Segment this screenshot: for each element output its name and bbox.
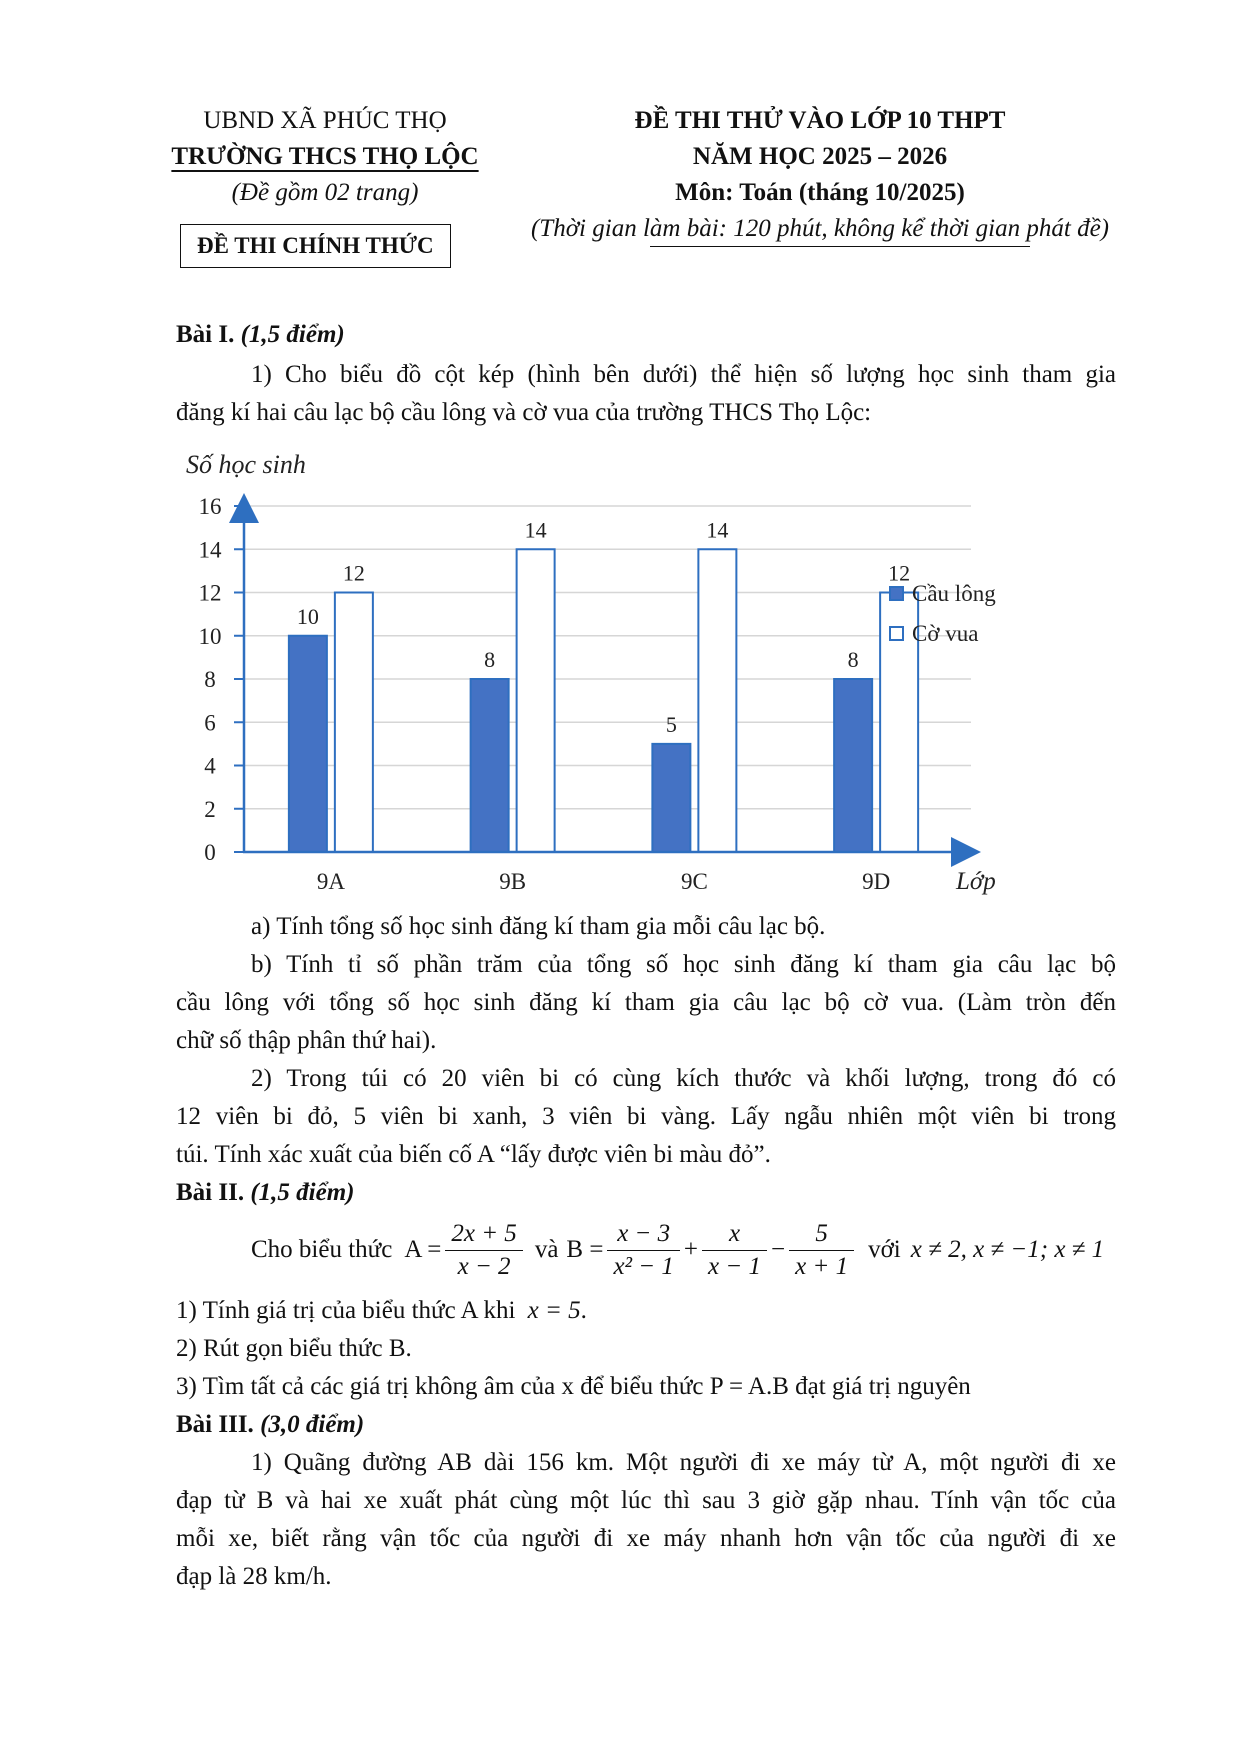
bai3-q1-line3: mỗi xe, biết rằng vận tốc của người đi xe máy nhanh hơn vận tốc của người đi xe <box>176 1525 1116 1552</box>
expr-and: và <box>534 1236 559 1263</box>
bai1-qb-line1: b) Tính tỉ số phần trăm của tổng số học sinh đăng kí tham gia câu lạc bộ <box>251 951 1116 978</box>
expr-A-label: A = <box>404 1236 442 1263</box>
fraction-A-den: x − 2 <box>457 1252 511 1280</box>
time-note: (Thời gian làm bài: 120 phút, không kể thời gian phát đề) <box>530 215 1109 242</box>
bai3-q1-line4: đạp là 28 km/h. <box>176 1563 332 1590</box>
bai1-q1-line2: đăng kí hai câu lạc bộ cầu lông và cờ vua của trường THCS Thọ Lộc: <box>176 399 872 426</box>
chart-bars <box>289 517 918 852</box>
expr-intro: Cho biểu thức <box>251 1236 393 1263</box>
fraction-B3 <box>789 1218 854 1283</box>
fraction-B3-num: 5 <box>789 1218 854 1251</box>
y-axis-label: Số học sinh <box>186 450 306 479</box>
bar-value-label: 12 <box>342 560 365 586</box>
bar-value-label: 14 <box>706 517 729 543</box>
y-tick-label: 14 <box>198 537 222 563</box>
bai1-q2-line2: 12 viên bi đỏ, 5 viên bi xanh, 3 viên bi vàng. Lấy ngẫu nhiên một viên bi trong <box>176 1103 1116 1130</box>
expr-condition: x ≠ 2, x ≠ −1; x ≠ 1 <box>910 1236 1105 1263</box>
page-count-note: (Đề gồm 02 trang) <box>231 179 419 206</box>
expr-with: với <box>868 1236 901 1263</box>
bai1-qb-line2: cầu lông với tổng số học sinh đăng kí tham gia câu lạc bộ cờ vua. (Làm tròn đến <box>176 989 1116 1016</box>
bar-9B-co-vua <box>517 549 555 852</box>
bai2-q1-math: x = 5 <box>527 1297 581 1324</box>
fraction-B1 <box>607 1218 679 1283</box>
header-left <box>150 103 500 211</box>
fraction-B1-den: x² − 1 <box>613 1252 674 1280</box>
y-tick-label: 16 <box>198 494 222 519</box>
bai1-heading <box>176 316 345 354</box>
header-underline <box>650 246 1030 247</box>
school-name: TRƯỜNG THCS THỌ LỘC <box>171 143 479 170</box>
bai3-q1-line1: 1) Quãng đường AB dài 156 km. Một người đi xe máy từ A, một người đi xe <box>251 1449 1116 1476</box>
bar-value-label: 10 <box>296 603 319 629</box>
fraction-A <box>445 1218 522 1283</box>
bai2-q1-end: . <box>580 1297 587 1324</box>
y-tick-label: 8 <box>204 667 216 692</box>
x-tick-label: 9D <box>862 869 891 894</box>
fraction-A-num: 2x + 5 <box>445 1218 522 1251</box>
bai2-q2: 2) Rút gọn biểu thức B. <box>176 1335 412 1362</box>
bai1-title: Bài I. <box>176 321 235 348</box>
bar-9B-cau-long <box>471 679 509 852</box>
official-exam-stamp: ĐỀ THI CHÍNH THỨC <box>180 224 451 268</box>
fraction-B2-num: x <box>702 1218 767 1251</box>
y-tick-label: 2 <box>204 796 216 822</box>
y-tick-label: 10 <box>198 623 222 649</box>
bai1-q2-line1: 2) Trong túi có 20 viên bi có cùng kích thước và khối lượng, trong đó có <box>251 1065 1116 1092</box>
bar-value-label: 5 <box>665 711 677 737</box>
bar-value-label: 12 <box>888 560 911 586</box>
bai1-q2-line3: túi. Tính xác xuất của biến cố A “lấy được viên bi màu đỏ”. <box>176 1141 771 1168</box>
y-tick-label: 12 <box>198 580 222 606</box>
header-right <box>500 103 1140 247</box>
bar-value-label: 8 <box>847 647 859 672</box>
bai1-q1-line1: 1) Cho biểu đồ cột kép (hình bên dưới) thể hiện số lượng học sinh tham gia <box>251 361 1116 388</box>
bai2-q1-text: 1) Tính giá trị của biểu thức A khi <box>176 1297 516 1324</box>
fraction-B2 <box>702 1218 767 1283</box>
bar-chart <box>176 440 1136 910</box>
bar-9C-cau-long <box>652 744 690 852</box>
subject: Môn: Toán (tháng 10/2025) <box>675 179 965 206</box>
y-ticks <box>199 494 245 865</box>
bar-9C-co-vua <box>698 549 736 852</box>
expr-B-label: B = <box>566 1236 604 1263</box>
bai2-q3: 3) Tìm tất cả các giá trị không âm của x để biểu thức P = A.B đạt giá trị nguyên <box>176 1373 971 1400</box>
bai1-qa: a) Tính tổng số học sinh đăng kí tham gia mỗi câu lạc bộ. <box>251 913 826 940</box>
bar-value-label: 8 <box>484 647 496 672</box>
bar-value-label: 14 <box>524 517 547 543</box>
x-axis-label: Lớp <box>956 868 996 895</box>
bai3-title: Bài III. <box>176 1411 254 1438</box>
bai3-q1-line2: đạp từ B và hai xe xuất phát cùng một lúc thì sau 3 giờ gặp nhau. Tính vận tốc của <box>176 1487 1116 1514</box>
expr-minus: − <box>771 1236 786 1263</box>
bar-9D-cau-long <box>834 679 872 852</box>
bai3-points: (3,0 điểm) <box>260 1411 365 1438</box>
bai2-points: (1,5 điểm) <box>250 1179 355 1206</box>
district-name: UBND XÃ PHÚC THỌ <box>203 107 447 134</box>
y-tick-label: 0 <box>204 840 216 865</box>
bai2-expression <box>251 1212 1121 1288</box>
y-tick-label: 4 <box>204 753 216 779</box>
bai1-qb-line3: chữ số thập phân thứ hai). <box>176 1027 437 1054</box>
legend-label: Cầu lông <box>912 581 996 606</box>
bai2-q1 <box>176 1292 587 1330</box>
x-tick-label: 9C <box>680 869 708 894</box>
bar-9A-cau-long <box>289 636 327 852</box>
legend-swatch <box>890 587 903 600</box>
x-tick-label: 9A <box>316 869 345 894</box>
bai3-heading <box>176 1406 364 1444</box>
legend-label: Cờ vua <box>912 621 979 646</box>
bai2-title: Bài II. <box>176 1179 245 1206</box>
y-tick-label: 6 <box>204 710 216 736</box>
expr-plus: + <box>683 1236 699 1263</box>
x-tick-label: 9B <box>499 869 527 894</box>
bai2-heading <box>176 1174 354 1212</box>
bai1-points: (1,5 điểm) <box>240 321 345 348</box>
exam-title: ĐỀ THI THỬ VÀO LỚP 10 THPT <box>634 107 1006 134</box>
x-labels <box>317 869 890 894</box>
legend-swatch <box>890 627 903 640</box>
fraction-B2-den: x − 1 <box>708 1252 761 1280</box>
fraction-B1-num: x − 3 <box>607 1218 679 1251</box>
school-year: NĂM HỌC 2025 – 2026 <box>692 143 948 170</box>
fraction-B3-den: x + 1 <box>795 1252 849 1280</box>
bar-9A-co-vua <box>335 593 373 853</box>
